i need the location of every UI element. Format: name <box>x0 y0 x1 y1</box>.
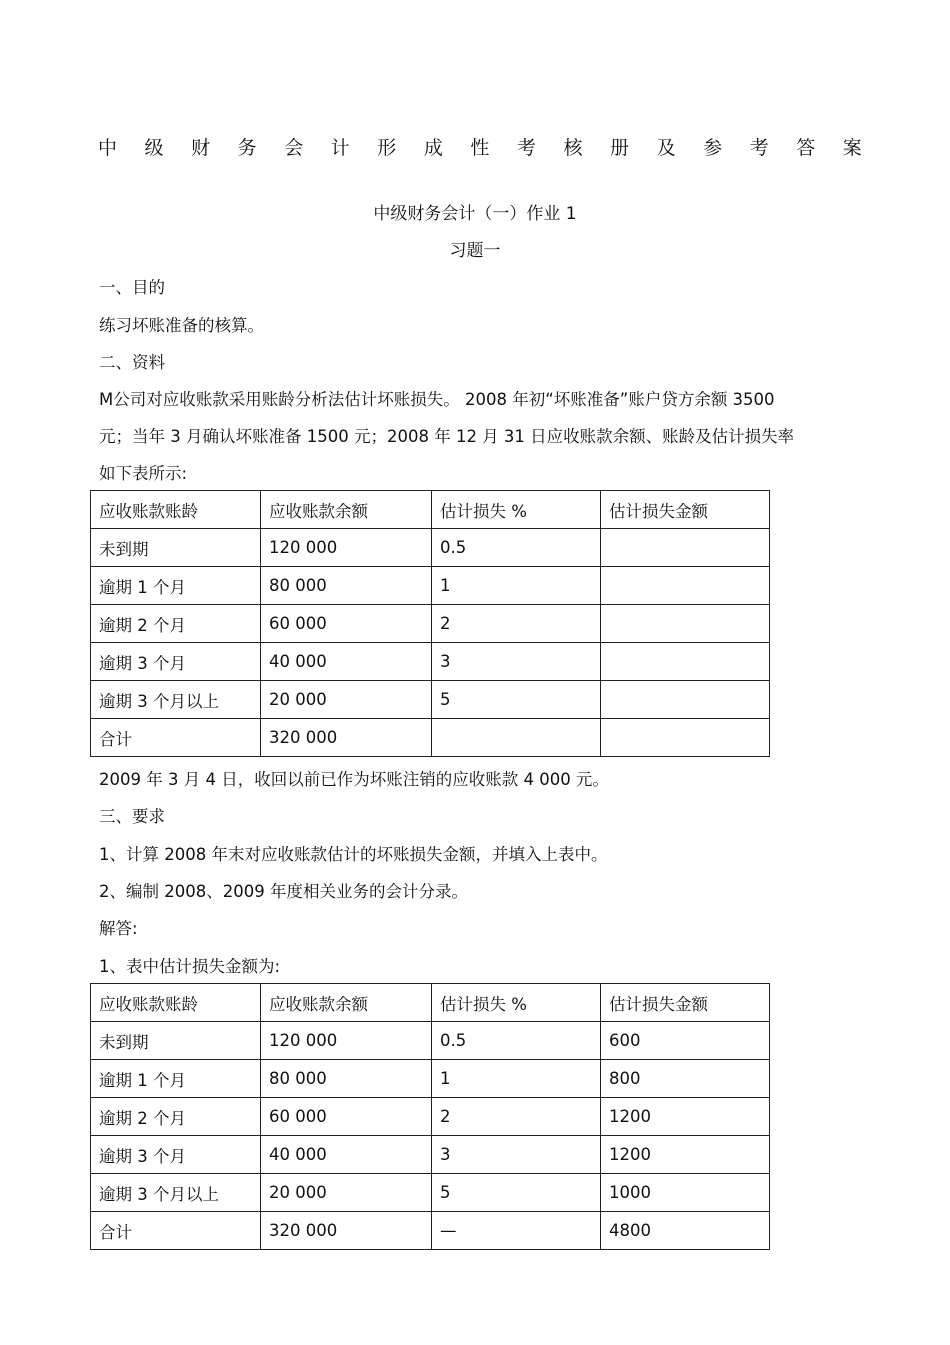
table-cell: 1 <box>432 1060 601 1098</box>
table-cell: 800 <box>601 1060 770 1098</box>
table-cell: 20 000 <box>261 1174 432 1212</box>
section-purpose-text: 练习坏账准备的核算。 <box>99 316 264 335</box>
table-row <box>91 1060 770 1098</box>
title-char: 财 <box>191 137 211 159</box>
table-header-row <box>91 984 770 1022</box>
table-row <box>91 1022 770 1060</box>
recovery-note: 2009 年 3 月 4 日，收回以前已作为坏账注销的应收账款 4 000 元。 <box>99 770 609 789</box>
title-char: 案 <box>842 137 862 159</box>
table-cell: 40 000 <box>261 1136 432 1174</box>
table-cell: 1200 <box>601 1136 770 1174</box>
table-cell: 320 000 <box>261 719 432 757</box>
title-char: 会 <box>284 137 304 159</box>
table-cell: 20 000 <box>261 681 432 719</box>
section-purpose-heading: 一、目的 <box>99 278 165 297</box>
table-cell: 120 000 <box>261 529 432 567</box>
table-cell: 逾期 3 个月以上 <box>91 681 261 719</box>
table-cell: 合计 <box>91 1212 261 1250</box>
table-row <box>91 1098 770 1136</box>
table-cell: 600 <box>601 1022 770 1060</box>
data-paragraph-line-1: M公司对应收账款采用账龄分析法估计坏账损失。 2008 年初“坏账准备”账户贷方余额 3500 <box>99 390 775 409</box>
table-cell: 逾期 3 个月 <box>91 1136 261 1174</box>
answer-label: 解答: <box>99 919 138 938</box>
title-char: 及 <box>656 137 676 159</box>
requirement-1: 1、计算 2008 年末对应收账款估计的坏账损失金额，并填入上表中。 <box>99 845 608 864</box>
table-cell: 逾期 3 个月 <box>91 643 261 681</box>
table-row <box>91 643 770 681</box>
table-cell: 5 <box>432 1174 601 1212</box>
table-cell: 3 <box>432 1136 601 1174</box>
title-char: 核 <box>563 137 583 159</box>
table-cell: 40 000 <box>261 643 432 681</box>
title-char: 答 <box>796 137 816 159</box>
table-row <box>91 1212 770 1250</box>
table-cell: 1200 <box>601 1098 770 1136</box>
title-char: 考 <box>516 137 536 159</box>
table-cell: 120 000 <box>261 1022 432 1060</box>
table-header-cell: 估计损失金额 <box>601 491 770 529</box>
data-paragraph-line-2: 元；当年 3 月确认坏账准备 1500 元；2008 年 12 月 31 日应收账款余额、账龄及估计损失率 <box>99 427 795 446</box>
table-cell: 5 <box>432 681 601 719</box>
table-cell: 60 000 <box>261 1098 432 1136</box>
table-cell <box>601 719 770 757</box>
title-char: 参 <box>703 137 723 159</box>
table-header-cell: 应收账款账龄 <box>91 984 261 1022</box>
table-row <box>91 681 770 719</box>
document-title <box>98 133 862 160</box>
title-char: 册 <box>610 137 630 159</box>
table-cell: 1000 <box>601 1174 770 1212</box>
table-cell: 1 <box>432 567 601 605</box>
title-char: 成 <box>423 137 443 159</box>
table-cell: — <box>432 1212 601 1250</box>
title-char: 性 <box>470 137 490 159</box>
table-cell <box>601 643 770 681</box>
table-header-cell: 应收账款账龄 <box>91 491 261 529</box>
assignment-subtitle: 中级财务会计（一）作业 1 <box>373 204 577 224</box>
table-row <box>91 567 770 605</box>
table-header-cell: 估计损失 % <box>432 491 601 529</box>
requirement-2: 2、编制 2008、2009 年度相关业务的会计分录。 <box>99 882 468 901</box>
table-cell <box>432 719 601 757</box>
table-cell: 320 000 <box>261 1212 432 1250</box>
table-row <box>91 605 770 643</box>
table-cell: 未到期 <box>91 1022 261 1060</box>
table-cell: 80 000 <box>261 567 432 605</box>
table-cell: 逾期 2 个月 <box>91 605 261 643</box>
table-cell: 2 <box>432 605 601 643</box>
table-cell: 3 <box>432 643 601 681</box>
table-cell: 60 000 <box>261 605 432 643</box>
table-cell: 逾期 3 个月以上 <box>91 1174 261 1212</box>
table-cell: 逾期 1 个月 <box>91 567 261 605</box>
aging-table-blank <box>90 490 770 757</box>
table-row <box>91 1174 770 1212</box>
section-requirements-heading: 三、要求 <box>99 807 165 826</box>
table-header-row <box>91 491 770 529</box>
table-row <box>91 719 770 757</box>
table-cell <box>601 567 770 605</box>
title-char: 级 <box>144 137 164 159</box>
table-header-cell: 估计损失金额 <box>601 984 770 1022</box>
answer-1-intro: 1、表中估计损失金额为: <box>99 957 281 976</box>
data-paragraph-line-3: 如下表所示: <box>99 464 188 483</box>
table-cell <box>601 529 770 567</box>
table-cell: 合计 <box>91 719 261 757</box>
table-cell: 逾期 2 个月 <box>91 1098 261 1136</box>
table-header-cell: 估计损失 % <box>432 984 601 1022</box>
title-char: 务 <box>237 137 257 159</box>
table-row <box>91 529 770 567</box>
table-cell: 0.5 <box>432 1022 601 1060</box>
table-cell <box>601 681 770 719</box>
title-char: 形 <box>377 137 397 159</box>
section-data-heading: 二、资料 <box>99 353 165 372</box>
table-row <box>91 1136 770 1174</box>
title-char: 中 <box>98 137 118 159</box>
table-cell <box>601 605 770 643</box>
table-header-cell: 应收账款余额 <box>261 984 432 1022</box>
exercise-heading: 习题一 <box>449 241 501 261</box>
title-char: 考 <box>749 137 769 159</box>
aging-table-answer <box>90 983 770 1250</box>
table-cell: 逾期 1 个月 <box>91 1060 261 1098</box>
title-char: 计 <box>330 137 350 159</box>
table-cell: 80 000 <box>261 1060 432 1098</box>
table-cell: 未到期 <box>91 529 261 567</box>
table-header-cell: 应收账款余额 <box>261 491 432 529</box>
table-cell: 4800 <box>601 1212 770 1250</box>
table-cell: 2 <box>432 1098 601 1136</box>
table-cell: 0.5 <box>432 529 601 567</box>
